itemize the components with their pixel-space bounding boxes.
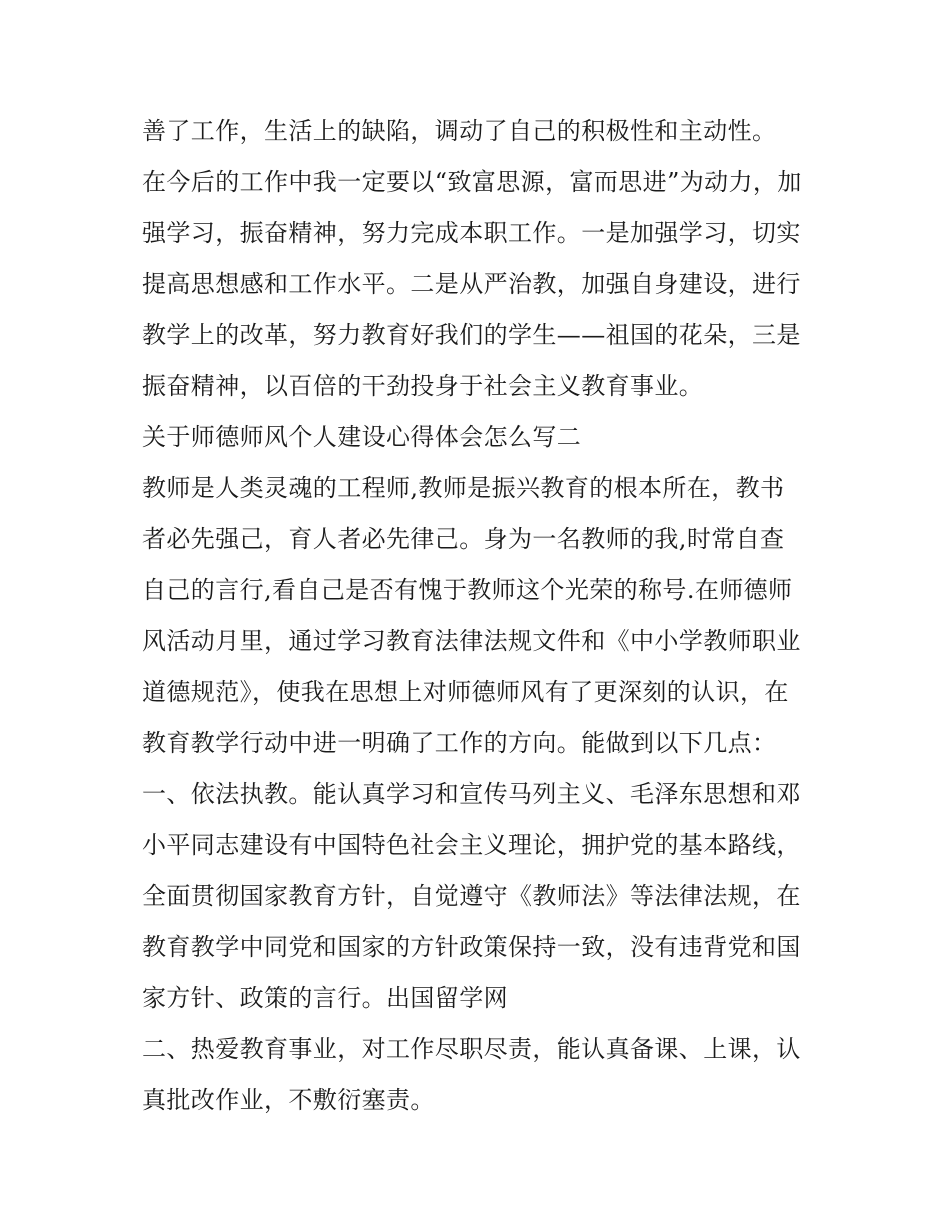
text-line: 教师是人类灵魂的工程师,教师是振兴教育的根本所在，教书 (142, 474, 785, 502)
text-line: 者必先强己，育人者必先律己。身为一名教师的我,时常自查 (142, 525, 785, 553)
document-body (142, 106, 822, 1126)
text-line: 家方针、政策的言行。出国留学网 (142, 984, 508, 1012)
text-line: 小平同志建设有中国特色社会主义理论，拥护党的基本路线， (142, 831, 801, 859)
section-heading: 关于师德师风个人建设心得体会怎么写二 (142, 423, 582, 451)
text-line: 全面贯彻国家教育方针，自觉遵守《教师法》等法律法规，在 (142, 882, 801, 910)
text-line: 在今后的工作中我一定要以“致富思源，富而思进”为动力，加 (142, 168, 802, 196)
text-line: 强学习，振奋精神，努力完成本职工作。一是加强学习，切实 (142, 219, 801, 247)
text-line: 提高思想感和工作水平。二是从严治教，加强自身建设，进行 (142, 270, 801, 298)
text-line: 风活动月里，通过学习教育法律法规文件和《中小学教师职业 (142, 627, 801, 655)
text-line: 教学上的改革，努力教育好我们的学生——祖国的花朵，三是 (142, 321, 801, 349)
text-line: 道德规范》，使我在思想上对师德师风有了更深刻的认识，在 (142, 678, 789, 706)
text-line: 振奋精神，以百倍的干劲投身于社会主义教育事业。 (142, 372, 704, 400)
text-line: 教育教学中同党和国家的方针政策保持一致，没有违背党和国 (142, 933, 801, 961)
text-line: 一、依法执教。能认真学习和宣传马列主义、毛泽东思想和邓 (142, 780, 801, 808)
text-line: 自己的言行,看自己是否有愧于教师这个光荣的称号.在师德师 (142, 576, 793, 604)
text-line: 善了工作，生活上的缺陷，调动了自己的积极性和主动性。 (142, 117, 777, 145)
text-line: 真批改作业，不敷衍塞责。 (142, 1086, 435, 1114)
text-line: 教育教学行动中进一明确了工作的方向。能做到以下几点： (142, 729, 777, 757)
text-line: 二、热爱教育事业，对工作尽职尽责，能认真备课、上课，认 (142, 1035, 801, 1063)
